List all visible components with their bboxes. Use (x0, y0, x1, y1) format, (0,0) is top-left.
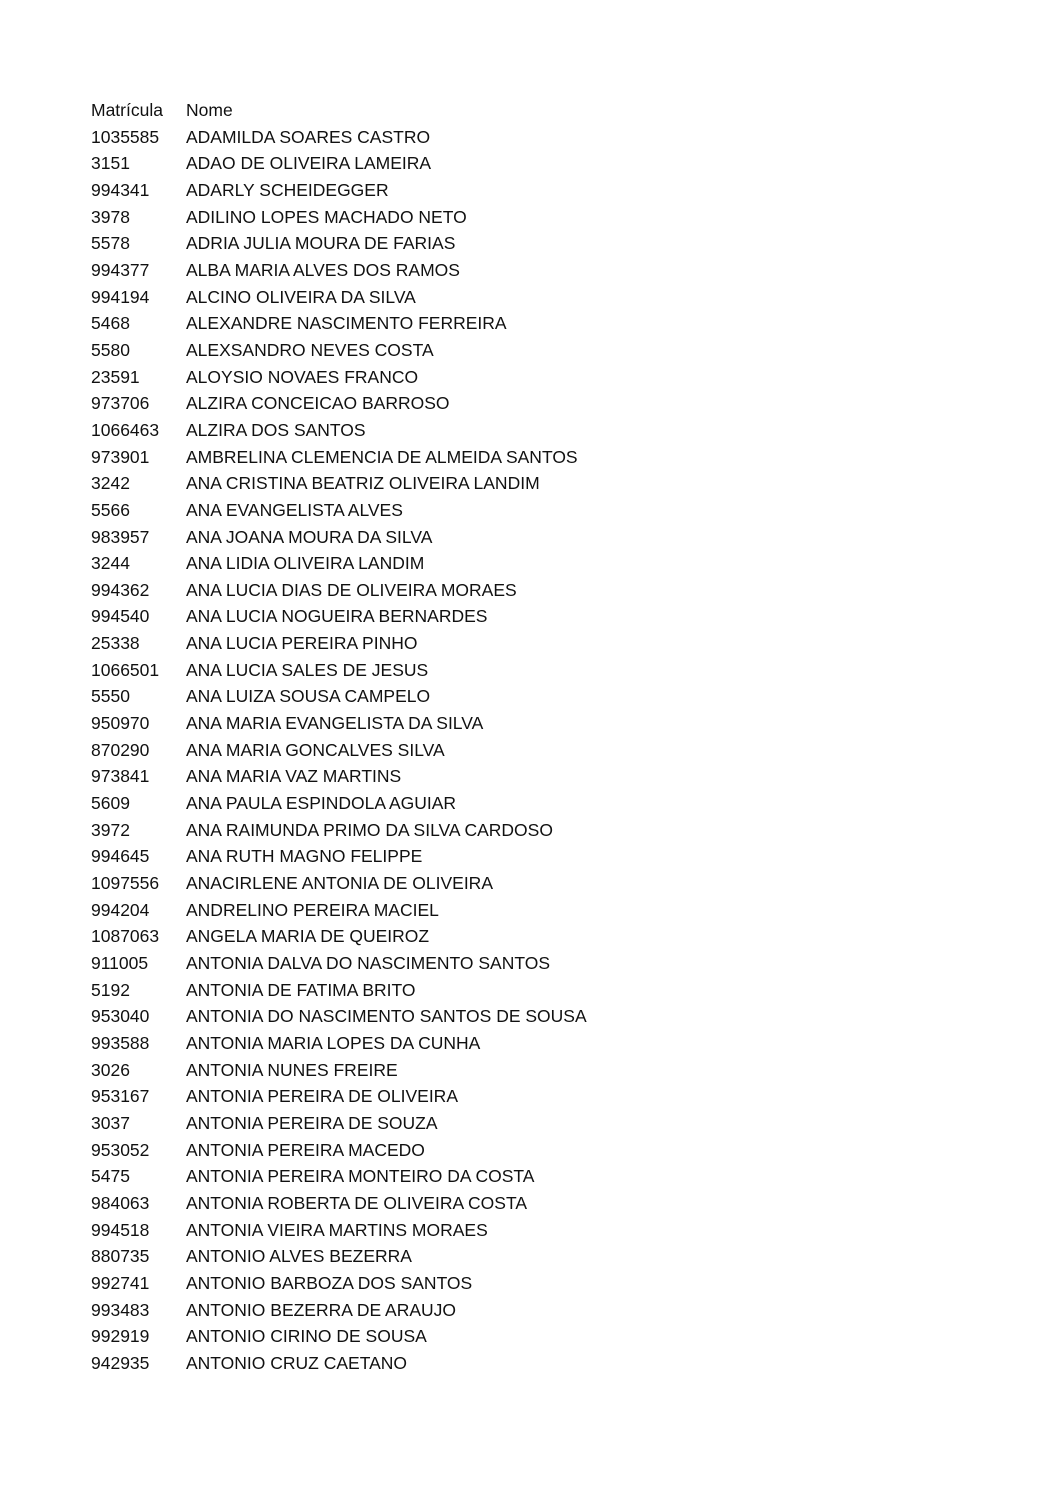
cell-matricula: 5192 (91, 979, 130, 1000)
table-row (91, 763, 786, 790)
cell-nome: ANTONIA DALVA DO NASCIMENTO SANTOS (186, 953, 551, 973)
cell-nome: ANTONIA DO NASCIMENTO SANTOS DE SOUSA (186, 1006, 587, 1027)
cell-matricula: 5468 (91, 313, 130, 334)
table-row (91, 710, 786, 737)
table-header-row (91, 97, 786, 124)
cell-matricula: 950970 (91, 713, 150, 734)
cell-nome: ADRIA JULIA MOURA DE FARIAS (186, 233, 456, 254)
cell-matricula: 3026 (91, 1059, 130, 1080)
cell-nome: ANTONIA PEREIRA DE OLIVEIRA (186, 1086, 458, 1107)
table-row (91, 897, 786, 924)
cell-nome: ANA LUCIA DIAS DE OLIVEIRA MORAES (186, 579, 517, 600)
cell-nome: ANDRELINO PEREIRA MACIEL (186, 899, 439, 920)
table-row (91, 817, 786, 844)
cell-nome: ALBA MARIA ALVES DOS RAMOS (186, 259, 460, 280)
cell-matricula: 3151 (91, 153, 130, 174)
cell-nome: ANACIRLENE ANTONIA DE OLIVEIRA (186, 873, 493, 894)
table-row (91, 230, 786, 257)
table-row (91, 657, 786, 684)
cell-nome: ANA RUTH MAGNO FELIPPE (186, 846, 423, 867)
cell-matricula: 994377 (91, 259, 150, 280)
table-row (91, 310, 786, 337)
cell-nome: ANTONIA VIEIRA MARTINS MORAES (186, 1219, 488, 1240)
cell-matricula: 953167 (91, 1086, 150, 1107)
cell-matricula: 5578 (91, 233, 130, 254)
cell-nome: ANTONIA DE FATIMA BRITO (186, 979, 416, 1000)
header-nome: Nome (186, 100, 233, 120)
cell-nome: ANA LUCIA NOGUEIRA BERNARDES (186, 606, 488, 627)
cell-nome: ANTONIA ROBERTA DE OLIVEIRA COSTA (186, 1192, 528, 1213)
table-row (91, 1137, 786, 1164)
cell-nome: ALZIRA CONCEICAO BARROSO (186, 393, 450, 414)
cell-matricula: 973841 (91, 766, 150, 787)
cell-nome: ANA MARIA GONCALVES SILVA (186, 739, 445, 760)
cell-matricula: 994204 (91, 899, 150, 920)
cell-nome: ANTONIA MARIA LOPES DA CUNHA (186, 1032, 481, 1053)
cell-matricula: 953052 (91, 1139, 150, 1160)
cell-nome: ADAO DE OLIVEIRA LAMEIRA (186, 153, 432, 174)
cell-matricula: 994645 (91, 846, 150, 867)
cell-nome: ANA JOANA MOURA DA SILVA (186, 526, 433, 547)
table-row (91, 470, 786, 497)
cell-nome: AMBRELINA CLEMENCIA DE ALMEIDA SANTOS (186, 446, 578, 467)
table-row (91, 390, 786, 417)
cell-matricula: 994362 (91, 579, 150, 600)
cell-nome: ANTONIA PEREIRA MONTEIRO DA COSTA (186, 1166, 535, 1187)
cell-matricula: 953040 (91, 1006, 150, 1027)
cell-matricula: 994194 (91, 286, 150, 307)
cell-matricula: 5550 (91, 686, 130, 707)
table-row (91, 1297, 786, 1324)
cell-matricula: 5580 (91, 339, 130, 360)
cell-nome: ANTONIO BARBOZA DOS SANTOS (186, 1272, 473, 1293)
cell-matricula: 994540 (91, 606, 150, 627)
table-row (91, 1270, 786, 1297)
cell-matricula: 3972 (91, 819, 130, 840)
cell-matricula: 983957 (91, 526, 150, 547)
cell-nome: ALCINO OLIVEIRA DA SILVA (186, 286, 416, 307)
table-row (91, 630, 786, 657)
table-row (91, 497, 786, 524)
cell-matricula: 993483 (91, 1299, 150, 1320)
cell-nome: ANA LUCIA SALES DE JESUS (186, 659, 429, 680)
cell-nome: ANGELA MARIA DE QUEIROZ (186, 926, 430, 947)
cell-matricula: 992919 (91, 1326, 150, 1347)
cell-nome: ANA RAIMUNDA PRIMO DA SILVA CARDOSO (186, 819, 553, 840)
cell-matricula: 5566 (91, 499, 130, 520)
table-row (91, 1110, 786, 1137)
table-row (91, 950, 786, 977)
table-row (91, 737, 786, 764)
cell-nome: ALZIRA DOS SANTOS (186, 419, 366, 440)
cell-matricula: 880735 (91, 1246, 150, 1267)
table-row (91, 1350, 786, 1377)
header-matricula: Matrícula (91, 100, 163, 120)
registration-table (91, 97, 786, 1377)
table-row (91, 870, 786, 897)
table-row (91, 1030, 786, 1057)
cell-matricula: 3037 (91, 1112, 130, 1133)
cell-nome: ANA LUCIA PEREIRA PINHO (186, 633, 418, 654)
table-row (91, 364, 786, 391)
cell-nome: ANTONIO CRUZ CAETANO (186, 1352, 408, 1373)
cell-nome: ANTONIA NUNES FREIRE (186, 1059, 398, 1080)
cell-matricula: 1087063 (91, 926, 160, 947)
cell-matricula: 1097556 (91, 873, 160, 894)
table-row (91, 284, 786, 311)
table-row (91, 1190, 786, 1217)
table-row (91, 1163, 786, 1190)
table-row (91, 603, 786, 630)
cell-matricula: 3244 (91, 553, 130, 574)
table-row (91, 257, 786, 284)
table-row (91, 923, 786, 950)
cell-matricula: 911005 (91, 953, 149, 973)
table-row (91, 444, 786, 471)
cell-nome: ADARLY SCHEIDEGGER (186, 179, 389, 200)
table-row (91, 577, 786, 604)
table-row (91, 977, 786, 1004)
cell-matricula: 23591 (91, 366, 140, 387)
cell-matricula: 1066501 (91, 659, 160, 680)
cell-matricula: 994518 (91, 1219, 150, 1240)
cell-nome: ANTONIA PEREIRA DE SOUZA (186, 1112, 438, 1133)
table-row (91, 1057, 786, 1084)
table-row (91, 683, 786, 710)
table-row (91, 124, 786, 151)
cell-matricula: 5609 (91, 793, 130, 814)
cell-nome: ANTONIO CIRINO DE SOUSA (186, 1326, 427, 1347)
table-row (91, 417, 786, 444)
cell-matricula: 3242 (91, 473, 130, 494)
cell-nome: ANA LIDIA OLIVEIRA LANDIM (186, 553, 425, 574)
table-row (91, 843, 786, 870)
cell-nome: ADILINO LOPES MACHADO NETO (186, 206, 467, 227)
cell-nome: ANA EVANGELISTA ALVES (186, 499, 403, 520)
cell-matricula: 973901 (91, 446, 150, 467)
cell-nome: ANTONIO BEZERRA DE ARAUJO (186, 1299, 457, 1320)
cell-nome: ALEXANDRE NASCIMENTO FERREIRA (186, 313, 507, 334)
cell-matricula: 870290 (91, 739, 150, 760)
cell-matricula: 993588 (91, 1032, 150, 1053)
cell-nome: ANTONIO ALVES BEZERRA (186, 1246, 412, 1267)
cell-nome: ALEXSANDRO NEVES COSTA (186, 339, 434, 360)
cell-nome: ANA CRISTINA BEATRIZ OLIVEIRA LANDIM (186, 473, 540, 494)
cell-nome: ALOYSIO NOVAES FRANCO (186, 366, 419, 387)
cell-nome: ANA PAULA ESPINDOLA AGUIAR (186, 793, 457, 814)
cell-matricula: 1066463 (91, 419, 160, 440)
cell-matricula: 942935 (91, 1352, 150, 1373)
cell-nome: ANTONIA PEREIRA MACEDO (186, 1139, 425, 1160)
cell-nome: ANA LUIZA SOUSA CAMPELO (186, 686, 431, 707)
table-row (91, 1083, 786, 1110)
table-row (91, 524, 786, 551)
cell-matricula: 994341 (91, 179, 150, 200)
cell-matricula: 992741 (91, 1272, 150, 1293)
cell-matricula: 5475 (91, 1166, 130, 1187)
cell-nome: ANA MARIA VAZ MARTINS (186, 766, 402, 787)
table-row (91, 337, 786, 364)
table-row (91, 1323, 786, 1350)
cell-matricula: 1035585 (91, 126, 160, 147)
table-row (91, 790, 786, 817)
table-row (91, 1217, 786, 1244)
cell-matricula: 3978 (91, 206, 130, 227)
cell-nome: ANA MARIA EVANGELISTA DA SILVA (186, 713, 484, 734)
table-row (91, 177, 786, 204)
table-row (91, 1003, 786, 1030)
table-row (91, 150, 786, 177)
table-body (91, 124, 786, 1377)
table-row (91, 1243, 786, 1270)
cell-matricula: 25338 (91, 633, 140, 654)
cell-matricula: 984063 (91, 1192, 150, 1213)
cell-matricula: 973706 (91, 393, 150, 414)
cell-nome: ADAMILDA SOARES CASTRO (186, 126, 431, 147)
table-row (91, 204, 786, 231)
table-row (91, 550, 786, 577)
